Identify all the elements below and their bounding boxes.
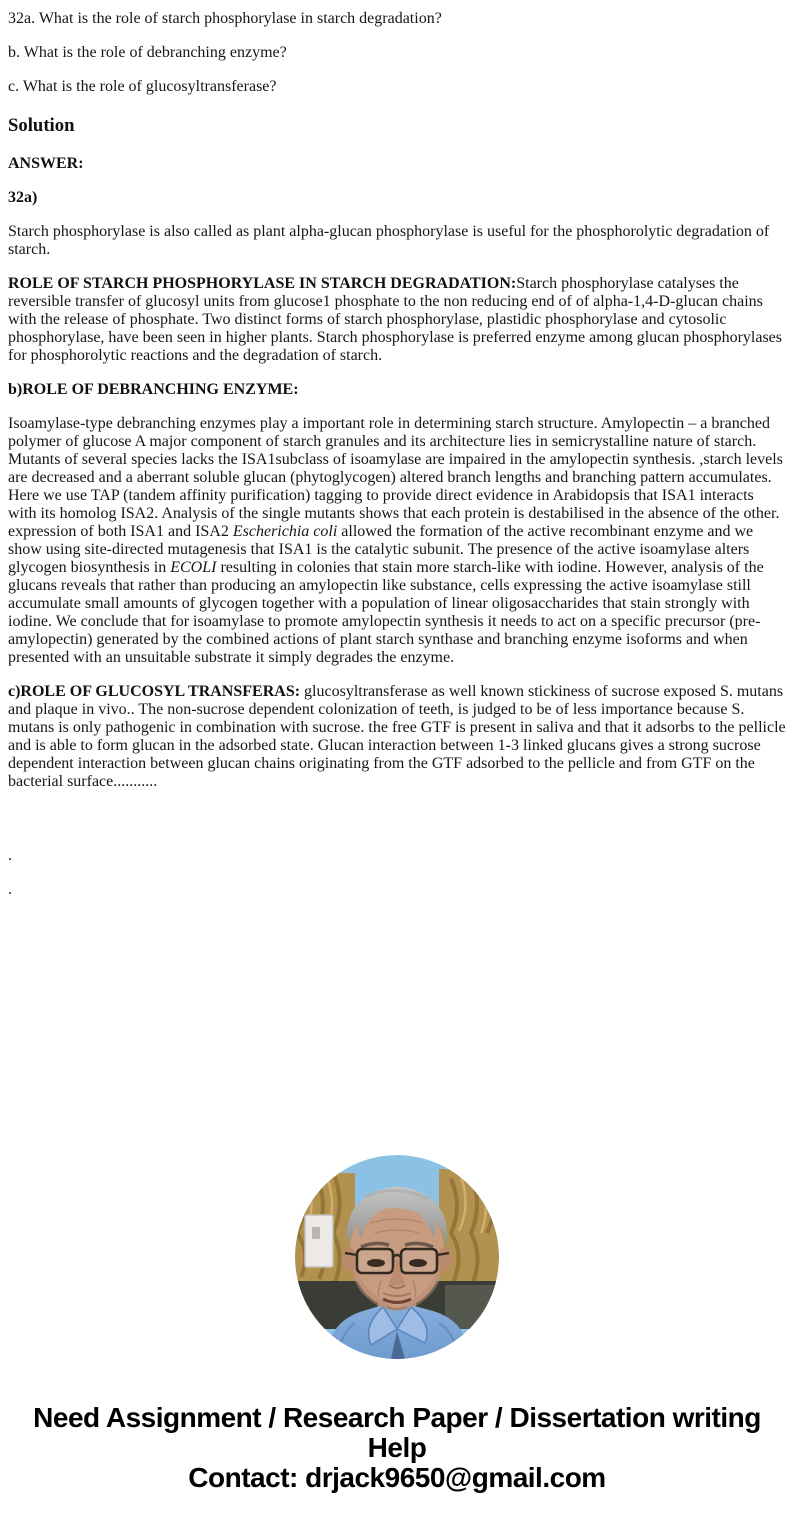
dot-paragraph-1: . xyxy=(8,846,12,864)
question-c: c. What is the role of glucosyltransferase? xyxy=(8,78,277,95)
question-32a: 32a. What is the role of starch phosphorylase in starch degradation? xyxy=(8,10,442,27)
section-b-heading: b)ROLE OF DEBRANCHING ENZYME: xyxy=(8,380,299,398)
section-c-paragraph xyxy=(8,683,786,791)
solution-heading: Solution xyxy=(8,114,75,136)
dot-paragraph-2: . xyxy=(8,880,12,898)
footer-banner xyxy=(17,1403,777,1493)
avatar-container xyxy=(8,1155,786,1359)
intro-paragraph: Starch phosphorylase is also called as plant alpha-glucan phosphorylase is useful for the phosphorolytic degradation of starch. xyxy=(8,222,770,258)
section-b-body-2: allowed the formation of the active recombinant enzyme and we show using site-directed mutagenesis that ISA1 is the catalytic subunit. The presence of the active isoamylase alters glycogen biosynthesis in xyxy=(8,522,754,576)
section-b-italic-species: Escherichia coli xyxy=(232,522,338,540)
section-b-paragraph xyxy=(8,415,786,667)
section-c-heading: c)ROLE OF GLUCOSYL TRANSFERAS: xyxy=(8,682,301,700)
section-c-body: glucosyltransferase as well known stickiness of sucrose exposed S. mutans and plaque in vivo.. The non-sucrose dependent colonization of teeth, is judged to be of less importance because S. mutans is only pathogenic in combination with sucrose. the free GTF is present in saliva and that it adsorbs to the pellicle and is able to form glucan in the adsorbed state. Glucan interaction between 1-3 linked glucans gives a strong sucrose dependent interaction between glucan chains originating from the GTF adsorbed to the pellicle and from GTF on the bacterial surface........... xyxy=(8,682,786,790)
footer-help-text: Need Assignment / Research Paper / Dissertation writing Help xyxy=(33,1401,761,1463)
tutor-avatar xyxy=(295,1155,499,1359)
answer-label: ANSWER: xyxy=(8,154,84,172)
section-a-heading: ROLE OF STARCH PHOSPHORYLASE IN STARCH DEGRADATION: xyxy=(8,274,517,292)
section-a-body: Starch phosphorylase catalyses the reversible transfer of glucosyl units from glucose1 phosphate to the non reducing end of of alpha-1,4-D-glucan chains with the release of phosphate. Two distinct forms of starch phosphorylase, plastidic phosphorylase and cytosolic phosphorylase, have been seen in higher plants. Starch phosphorylase is preferred enzyme among glucan phosphorylases for phosphorolytic reactions and the degradation of starch. xyxy=(8,274,782,364)
question-b: b. What is the role of debranching enzyme? xyxy=(8,44,287,61)
footer-contact-email: Contact: drjack9650@gmail.com xyxy=(188,1461,606,1493)
section-b-body-1: Isoamylase-type debranching enzymes play a important role in determining starch structure. Amylopectin – a branched polymer of glucose A major component of starch granules and its architecture lies in semicrystalline nature of starch. Mutants of several species lacks the ISA1subclass of isoamylase are impaired in the amylopectin synthesis. ,starch levels are decreased and a aberrant soluble glucan (phytoglycogen) altered branch lengths and branching pattern accumulates. Here we use TAP (tandem affinity purification) tagging to provide direct evidence in Arabidopsis that ISA1 interacts with its homolog ISA2. Analysis of the single mutants shows that each protein is destabilised in the absence of the other. expression of both ISA1 and ISA2 xyxy=(8,414,783,540)
section-b-body-3: resulting in colonies that stain more starch-like with iodine. However, analysis of the glucans reveals that rather than producing an amylopectin like substance, cells expressing the active isoamylase still accumulate small amounts of glycogen together with a population of linear oligosaccharides that stain strongly with iodine. We conclude that for isoamylase to promote amylopectin synthesis it needs to act on a specific precursor (pre-amylopectin) generated by the combined actions of plant starch synthase and branching enzyme isoforms and when presented with an unsuitable substrate it simply degrades the enzyme. xyxy=(8,558,764,666)
tutor-avatar-image xyxy=(295,1155,499,1359)
answer-number: 32a) xyxy=(8,188,38,206)
section-a-paragraph xyxy=(8,275,786,365)
section-b-italic-ecoli: ECOLI xyxy=(170,558,217,576)
